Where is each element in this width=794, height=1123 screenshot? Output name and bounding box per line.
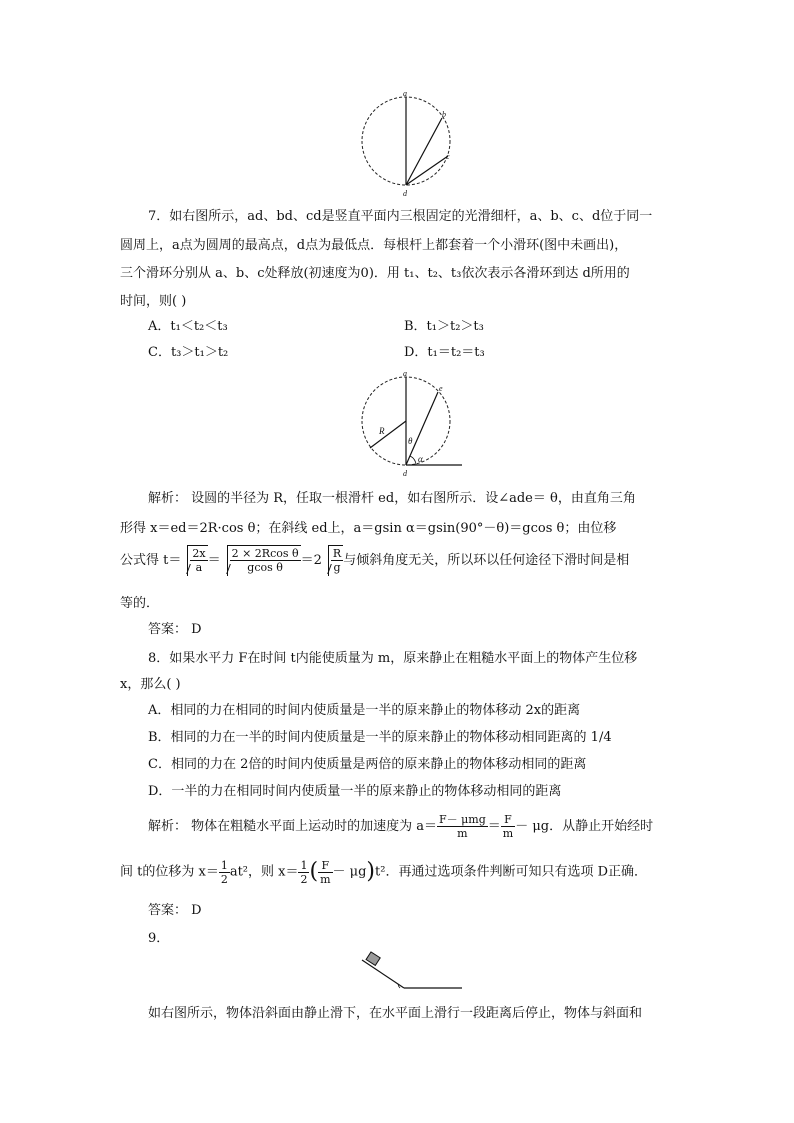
fraction-den: m — [320, 872, 331, 886]
label-theta: θ — [408, 436, 413, 446]
fraction-den: g — [333, 561, 341, 574]
q7-solution-line4: 等的． — [120, 596, 160, 611]
fraction-num: R — [332, 547, 342, 560]
fraction-num: 2x — [192, 547, 206, 560]
fraction-den: 2 — [220, 872, 228, 886]
label-b: b — [442, 110, 446, 119]
q8-line1: 8．如果水平力 F在时间 t内能使质量为 m，原来静止在粗糙水平面上的物体产生位移 — [148, 651, 638, 666]
q8-option-c: C．相同的力在 2倍的时间内使质量是两倍的原来静止的物体移动相同的距离 — [148, 757, 587, 772]
figure-incline — [360, 950, 470, 995]
incline-slope — [362, 960, 404, 988]
label-e: e — [439, 384, 443, 393]
fraction-num: 1 — [300, 858, 308, 872]
chord-bd — [406, 118, 442, 185]
formula-prefix: 间 t的位移为 x＝ — [120, 864, 219, 880]
q7-option-a: A．t₁＜t₂＜t₃ — [148, 319, 228, 334]
q7-solution-line3 — [120, 545, 629, 576]
formula-middle: at²，则 x＝ — [229, 864, 299, 880]
label-r: R — [379, 426, 385, 436]
q7-solution-line2: 形得 x＝ed＝2R·cos θ；在斜线 ed上，a＝gsin α＝gsin(90°－θ)＝gcos θ；由位移 — [120, 521, 617, 536]
label-a: a — [403, 89, 407, 98]
chord-cd — [406, 156, 448, 185]
paren-close: ) — [366, 859, 376, 884]
formula-prefix: 解析： 物体在粗糙水平面上运动时的加速度为 a＝ — [148, 819, 438, 834]
label-d: d — [403, 189, 407, 198]
formula-prefix: 公式得 t＝ — [120, 553, 182, 568]
fraction-num: F－ μmg — [439, 813, 486, 826]
fraction-num: 1 — [220, 858, 228, 872]
q9-number: 9． — [148, 931, 170, 946]
q8-option-a: A．相同的力在相同的时间内使质量是一半的原来静止的物体移动 2x的距离 — [148, 703, 581, 718]
sqrt-2 — [227, 545, 301, 576]
q8-solution-line2 — [120, 857, 647, 888]
formula-suffix: t²．再通过选项条件判断可知只有选项 D正确． — [375, 864, 648, 880]
label-alpha: α — [418, 454, 423, 464]
formula-suffix: 与倾斜角度无关，所以环以任何途径下滑时间是相 — [343, 553, 630, 568]
q8-option-d: D．一半的力在相同时间内使质量一半的原来静止的物体移动相同的距离 — [148, 784, 562, 799]
fraction-num: 2 × 2Rcos θ — [231, 547, 299, 560]
radius-r — [370, 421, 406, 448]
q7-solution-line1: 解析： 设圆的半径为 R，任取一根滑杆 ed，如右图所示．设∠ade＝ θ，由直角三角 — [148, 491, 636, 506]
formula-suffix: － μg．从静止开始经时 — [515, 819, 654, 834]
fraction-den: 2 — [300, 872, 308, 886]
fraction-den: gcos θ — [247, 561, 283, 574]
q7-answer: 答案： D — [148, 622, 202, 637]
paren-open: ( — [309, 859, 319, 884]
q7-line3: 三个滑环分别从 a、b、c处释放(初速度为0)．用 t₁、t₂、t₃依次表示各滑环到达 d所用的 — [120, 266, 630, 281]
q7-line4: 时间，则( ) — [120, 294, 187, 309]
equals-two: ＝2 — [300, 553, 322, 568]
equals-sign: ＝ — [487, 819, 501, 834]
q7-line2: 圆周上，a点为圆周的最高点，d点为最低点．每根杆上都套着一个小滑环(图中未画出)， — [120, 238, 628, 253]
sqrt-1 — [187, 545, 207, 576]
paren-content: － μg — [332, 864, 367, 880]
fraction-den: m — [457, 827, 468, 840]
fraction-den: a — [195, 561, 203, 574]
label-d: d — [403, 469, 407, 478]
q7-option-c: C．t₃＞t₁＞t₂ — [148, 345, 229, 360]
q8-answer: 答案： D — [148, 903, 202, 918]
label-a: a — [403, 369, 407, 378]
figure-circle-chords — [360, 89, 460, 202]
q8-option-b: B．相同的力在一半的时间内使质量是一半的原来静止的物体移动相同距离的 1/4 — [148, 730, 612, 745]
figure-circle-angle — [360, 369, 470, 482]
angle-arc-alpha — [410, 456, 416, 465]
fraction-den: m — [502, 827, 514, 840]
q7-option-b: B．t₁＞t₂＞t₃ — [404, 319, 484, 334]
fraction-num: F — [501, 813, 515, 827]
fraction-num: F — [318, 859, 332, 873]
sqrt-3 — [328, 545, 343, 576]
equals-sign: ＝ — [207, 553, 221, 568]
q7-option-d: D．t₁＝t₂＝t₃ — [404, 345, 485, 360]
q9-line1: 如右图所示，物体沿斜面由静止滑下，在水平面上滑行一段距离后停止，物体与斜面和 — [148, 1006, 643, 1021]
label-c: c — [446, 152, 450, 161]
q8-solution-line1 — [148, 812, 653, 842]
q7-line1: 7．如右图所示，ad、bd、cd是竖直平面内三根固定的光滑细杆，a、b、c、d位于同一 — [148, 209, 653, 224]
q8-line2: x，那么( ) — [120, 677, 181, 692]
